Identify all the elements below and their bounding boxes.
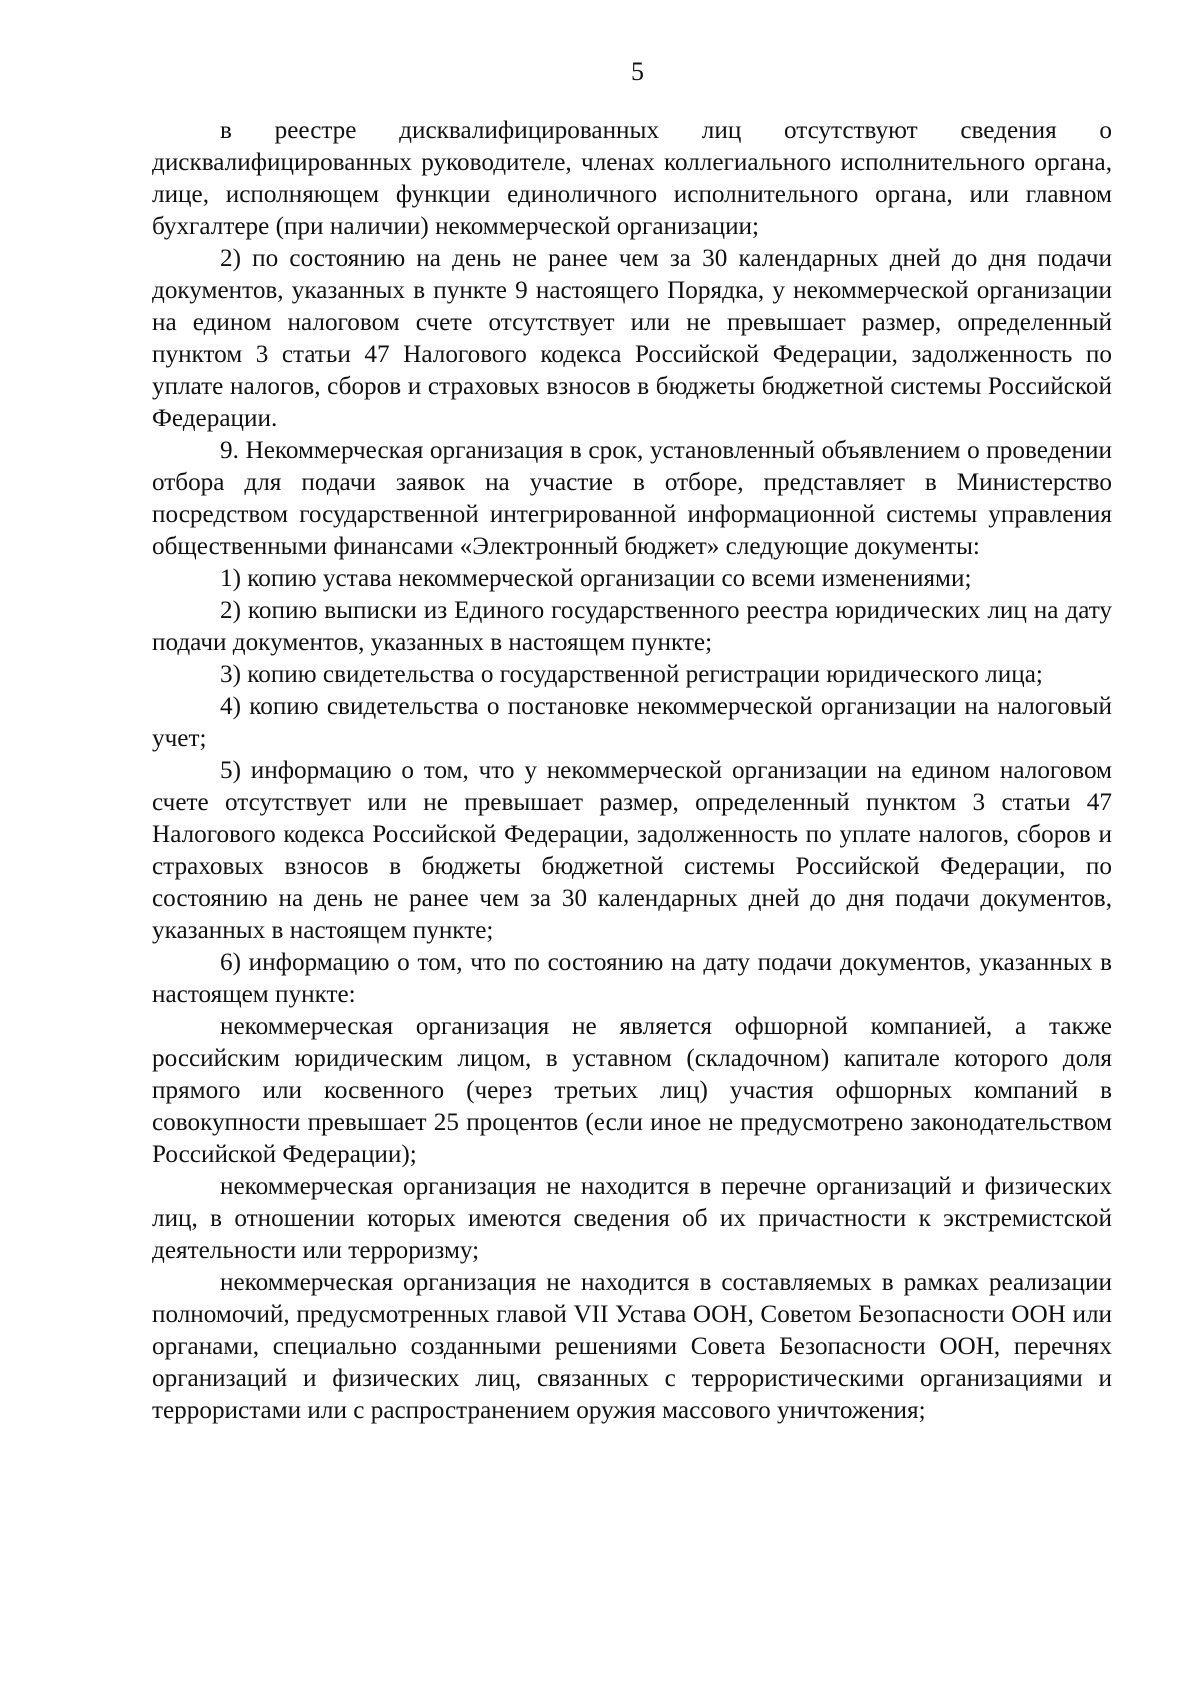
- paragraph-un-sanctions-condition: некоммерческая организация не находится в составляемых в рамках реализации полномочий, предусмотренных главой VII Устава ООН, Советом Безопасности ООН или органами, специально созданными решениями Совета Безопасности ООН, перечнях организаций и физических лиц, связанных с террористическими организациями и террористами или с распространением оружия массового уничтожения;: [152, 1269, 1112, 1424]
- list-item-tax-debt-information: 5) информацию о том, что у некоммерческой организации на едином налоговом счете отсутствует или не превышает размер, определенный пунктом 3 статьи 47 Налогового кодекса Российской Федерации, задолженность по уплате налогов, сборов и страховых взносов в бюджеты бюджетной системы Российской Федерации, по состоянию на день не ранее чем за 30 календарных дней до дня подачи документов, указанных в настоящем пункте;: [152, 757, 1112, 944]
- paragraph-tax-debt-condition: 2) по состоянию на день не ранее чем за 30 календарных дней до дня подачи документов, указанных в пункте 9 настоящего Порядка, у некоммерческой организации на едином налоговом счете отсутствует или не превышает размер, определенный пунктом 3 статьи 47 Налогового кодекса Российской Федерации, задолженность по уплате налогов, сборов и страховых взносов в бюджеты бюджетной системы Российской Федерации.: [152, 245, 1112, 432]
- paragraph-disqualified-registry: в реестре дисквалифицированных лиц отсутствуют сведения о дисквалифицированных руководителе, членах коллегиального исполнительного органа, лице, исполняющем функции единоличного исполнительного органа, или главном бухгалтере (при наличии) некоммерческой организации;: [152, 117, 1112, 240]
- page-number: 5: [631, 57, 644, 86]
- document-body: [152, 115, 1112, 1427]
- list-item-tax-registration-certificate: 4) копию свидетельства о постановке некоммерческой организации на налоговый учет;: [152, 693, 1112, 752]
- list-item-registration-certificate: 3) копию свидетельства о государственной регистрации юридического лица;: [220, 661, 1043, 688]
- paragraph-offshore-condition: некоммерческая организация не является офшорной компанией, а также российским юридическим лицом, в уставном (складочном) капитале которого доля прямого или косвенного (через третьих лиц) участия офшорных компаний в совокупности превышает 25 процентов (если иное не предусмотрено законодательством Российской Федерации);: [152, 1013, 1112, 1168]
- paragraph-9-documents-submission: 9. Некоммерческая организация в срок, установленный объявлением о проведении отбора для подачи заявок на участие в отборе, представляет в Министерство посредством государственной интегрированной информационной системы управления общественными финансами «Электронный бюджет» следующие документы:: [152, 437, 1112, 560]
- paragraph-extremism-list-condition: некоммерческая организация не находится в перечне организаций и физических лиц, в отношении которых имеются сведения об их причастности к экстремистской деятельности или терроризму;: [152, 1173, 1112, 1264]
- list-item-status-information: 6) информацию о том, что по состоянию на дату подачи документов, указанных в настоящем пункте:: [152, 949, 1112, 1008]
- list-item-charter-copy: 1) копию устава некоммерческой организации со всеми изменениями;: [220, 565, 972, 592]
- list-item-registry-extract: 2) копию выписки из Единого государственного реестра юридических лиц на дату подачи документов, указанных в настоящем пункте;: [152, 597, 1112, 656]
